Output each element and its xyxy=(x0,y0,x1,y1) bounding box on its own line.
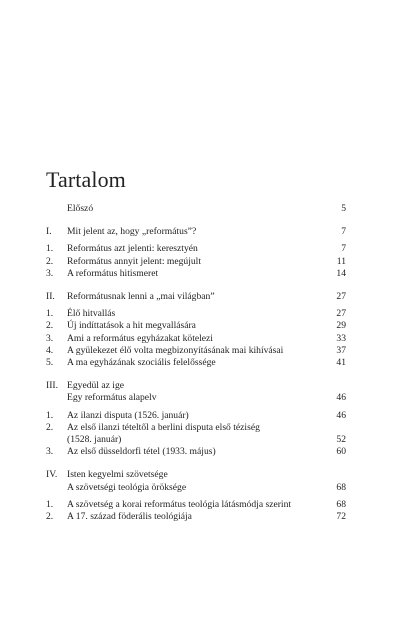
toc-entry-number: 3. xyxy=(46,267,54,279)
toc-entry[interactable] xyxy=(46,392,346,404)
toc-entry[interactable] xyxy=(46,380,346,392)
toc-entry[interactable] xyxy=(46,345,346,357)
toc-entry-page: 46 xyxy=(336,409,346,421)
toc-entry[interactable] xyxy=(46,410,346,422)
toc-entry-page: 5 xyxy=(341,203,346,214)
toc-entry[interactable] xyxy=(46,469,346,481)
toc-entry[interactable] xyxy=(46,243,346,255)
toc-spacer xyxy=(46,458,346,469)
toc-entry[interactable] xyxy=(46,357,346,369)
toc-entry-page: 37 xyxy=(336,344,346,356)
toc-entry-page: 7 xyxy=(341,243,346,255)
toc-entry-number: 1. xyxy=(46,243,54,255)
toc-entry-number: 3. xyxy=(46,332,54,344)
toc-entry[interactable] xyxy=(46,268,346,280)
toc-entry-title: Egyedül az ige xyxy=(67,380,125,392)
table-of-contents xyxy=(46,203,346,523)
toc-entry-number: 1. xyxy=(46,409,54,421)
toc-entry-page: 29 xyxy=(336,320,346,332)
toc-entry-title: Ami a református egyházakat kötelezi xyxy=(67,332,213,344)
toc-entry-page: 41 xyxy=(336,357,346,369)
toc-entry-number: 1. xyxy=(46,308,54,320)
toc-entry-title: Református azt jelenti: keresztyén xyxy=(67,243,198,255)
toc-entry-title: Isten kegyelmi szövetsége xyxy=(67,469,168,481)
toc-entry[interactable] xyxy=(46,203,346,215)
toc-entry-page: 33 xyxy=(336,332,346,344)
toc-entry-title: Egy református alapelv xyxy=(67,392,157,404)
toc-entry[interactable] xyxy=(46,256,346,268)
toc-spacer xyxy=(46,369,346,380)
toc-entry-number: 4. xyxy=(46,344,54,356)
toc-entry-page: 7 xyxy=(341,226,346,238)
toc-entry-title: A gyülekezet élő volta megbizonyításának mai kihívásai xyxy=(67,344,284,356)
toc-entry-page: 14 xyxy=(336,267,346,279)
toc-entry-number: III. xyxy=(46,380,58,392)
toc-entry-title: A ma egyházának szociális felelőssége xyxy=(67,357,216,369)
toc-entry-title: A szövetségi teológia öröksége xyxy=(67,481,187,493)
toc-entry[interactable] xyxy=(46,291,346,303)
toc-entry-number: 2. xyxy=(46,421,54,433)
toc-entry[interactable] xyxy=(46,308,346,320)
toc-entry-number: 2. xyxy=(46,320,54,332)
toc-entry-number: 5. xyxy=(46,357,54,369)
toc-entry-number: 2. xyxy=(46,255,54,267)
toc-entry-title: Az ilanzi disputa (1526. január) xyxy=(67,409,189,421)
toc-entry-number: II. xyxy=(46,291,55,303)
toc-entry-page: 60 xyxy=(336,446,346,458)
toc-entry-title: Előszó xyxy=(67,203,94,214)
toc-entry-title: Az első düsseldorfi tétel (1933. május) xyxy=(67,446,216,458)
toc-entry[interactable] xyxy=(46,446,346,458)
toc-entry[interactable] xyxy=(46,482,346,494)
toc-entry-page: 27 xyxy=(336,291,346,303)
toc-entry-page: 27 xyxy=(336,308,346,320)
toc-entry-title: Új indíttatások a hit megvallására xyxy=(67,320,196,332)
toc-entry-number: 2. xyxy=(46,511,54,523)
toc-entry-number: 1. xyxy=(46,498,54,510)
toc-entry-title: A szövetség a korai református teológia látásmódja szerint xyxy=(67,498,292,510)
page-title: Tartalom xyxy=(46,166,126,192)
toc-entry-title: Az első ilanzi tételtől a berlini disputa első téziség xyxy=(67,421,260,433)
toc-entry-page: 11 xyxy=(336,255,346,267)
toc-spacer xyxy=(46,280,346,291)
toc-entry[interactable] xyxy=(46,434,346,446)
toc-entry-page: 68 xyxy=(336,498,346,510)
toc-entry[interactable] xyxy=(46,422,346,434)
toc-entry-title: A 17. század föderális teológiája xyxy=(67,511,192,523)
toc-entry-page: 72 xyxy=(336,511,346,523)
toc-entry[interactable] xyxy=(46,226,346,238)
toc-entry-page: 46 xyxy=(336,392,346,404)
toc-entry[interactable] xyxy=(46,511,346,523)
toc-entry-title: A református hitismeret xyxy=(67,267,159,279)
toc-entry-title: Református annyit jelent: megújult xyxy=(67,255,202,267)
toc-entry-title: Mit jelent az, hogy „református”? xyxy=(67,226,197,238)
toc-entry-number: 3. xyxy=(46,446,54,458)
toc-entry-number: I. xyxy=(46,226,52,238)
toc-entry[interactable] xyxy=(46,333,346,345)
toc-entry-title: (1528. január) xyxy=(67,434,122,446)
toc-entry[interactable] xyxy=(46,320,346,332)
toc-entry[interactable] xyxy=(46,499,346,511)
toc-entry-title: Élő hitvallás xyxy=(67,308,116,320)
toc-entry-title: Reformátusnak lenni a „mai világban” xyxy=(67,291,215,303)
toc-entry-page: 68 xyxy=(336,481,346,493)
toc-entry-page: 52 xyxy=(336,434,346,446)
toc-spacer xyxy=(46,215,346,226)
toc-entry-number: IV. xyxy=(46,469,58,481)
